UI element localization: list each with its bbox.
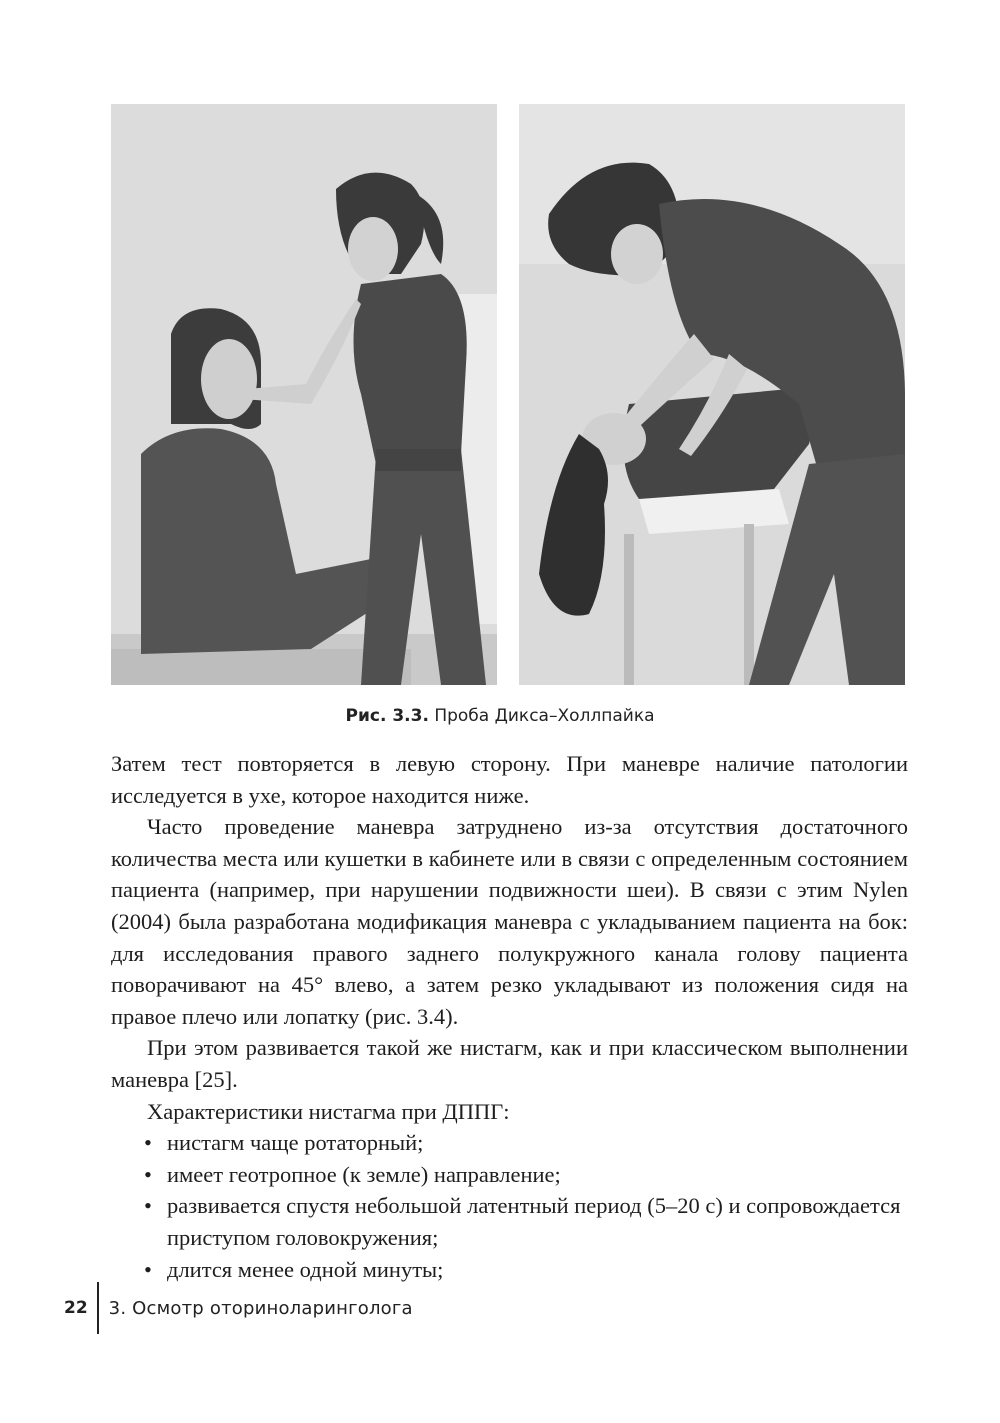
photo-sitting-illustration	[111, 104, 497, 685]
paragraph-2: Часто проведение маневра затруднено из-за отсутствия достаточного количества места или кушетки в кабинете или в связи с определенным состоянием пациента (например, при нарушении подвижности шеи). В связи с этим Nylen (2004) была разработана модификация маневра с укладыванием пациента на бок: для исследования правого заднего полукружного канала голову пациента поворачивают на 45° влево, а затем резко укладывают из положения сидя на правое плечо или лопатку (рис. 3.4).	[111, 814, 908, 1029]
list-item: • развивается спустя небольшой латентный период (5–20 с) и сопровождается приступом головокружения;	[111, 1190, 908, 1253]
nystagmus-characteristics-list	[111, 1127, 908, 1285]
paragraph-4: Характеристики нистагма при ДППГ:	[147, 1098, 510, 1124]
photo-reclined-illustration	[519, 104, 905, 685]
chapter-title: 3. Осмотр оториноларинголога	[108, 1297, 413, 1319]
list-item: • нистагм чаще ротаторный;	[111, 1127, 908, 1159]
figure-photo-right	[519, 104, 905, 685]
list-item: • имеет геотропное (к земле) направление;	[111, 1159, 908, 1191]
figure-caption-text: Проба Дикса–Холлпайка	[434, 706, 655, 726]
paragraph-3: При этом развивается такой же нистагм, как и при классическом выполнении маневра [25].	[111, 1035, 908, 1092]
figure-caption-label: Рис. 3.3.	[345, 706, 429, 726]
figure-caption	[0, 706, 1000, 726]
figure-photo-left	[111, 104, 497, 685]
list-item: • длится менее одной минуты;	[111, 1254, 908, 1286]
body-text	[111, 748, 908, 1285]
page-footer	[64, 1283, 413, 1333]
footer-divider	[97, 1282, 99, 1334]
page-number: 22	[64, 1298, 88, 1318]
paragraph-1: Затем тест повторяется в левую сторону. При маневре наличие патологии исследуется в ухе, которое находится ниже.	[111, 751, 908, 808]
